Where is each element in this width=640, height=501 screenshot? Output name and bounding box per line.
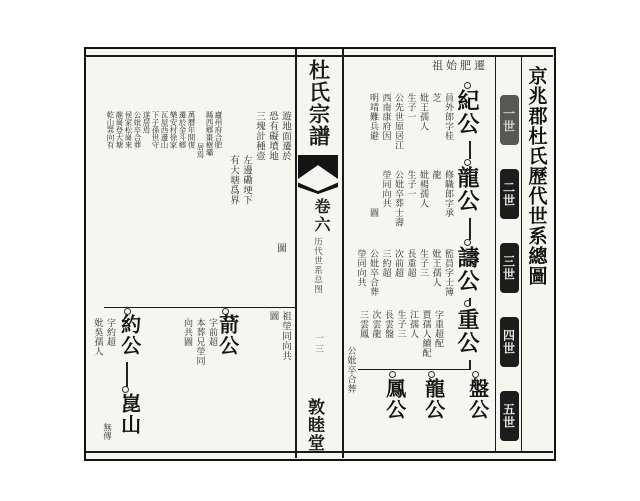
- annotation-column: 向共圖: [183, 318, 193, 347]
- annotation-column: 本葬兄塋同: [195, 318, 206, 366]
- note-column: 圖: [267, 311, 278, 321]
- annotation-column: 公先世原居江: [394, 93, 404, 150]
- annotation-column: 生子一: [406, 170, 417, 199]
- ancestor-name-gen1: 紀公: [454, 89, 480, 135]
- note-column: 廬州府合肥: [214, 111, 223, 149]
- generation-seal-column: [498, 95, 520, 441]
- left-note-block-left: [106, 111, 223, 251]
- book-scan-frame: [84, 47, 556, 461]
- annotation-column: 塋同向共: [381, 170, 392, 208]
- fishtail-ornament-icon: [298, 155, 338, 179]
- emphasis-circle-icon: [472, 371, 479, 378]
- note-column: 恐有礙墳地: [267, 111, 277, 161]
- annotation-column: 公妣卒合葬: [369, 249, 379, 297]
- qian-annotation-block: [180, 318, 218, 426]
- annotation-column: 江孺人: [409, 310, 419, 339]
- descendant-name-kunshan: 崑山: [117, 393, 140, 435]
- generation-seal: 三世: [500, 243, 519, 293]
- spine-left-rule: [295, 49, 297, 458]
- note-column: 樂安村徐家: [169, 111, 178, 149]
- map-reference-char: 圖: [275, 243, 285, 253]
- generation-seal: 一世: [500, 95, 519, 145]
- annotation-column: 塋同向共: [356, 249, 367, 287]
- descendant-name-feng: 鳳公: [382, 378, 405, 420]
- annotation-column: 公妣卒葬士壽: [394, 170, 404, 227]
- note-column: 遷於金斗鄉: [178, 111, 187, 149]
- note-column: 侯家松崗來: [124, 111, 133, 149]
- annotation-column: 三雲鳳: [359, 310, 369, 339]
- annotation-column: 三約超: [381, 249, 392, 278]
- annotation-column: 芝: [431, 93, 442, 103]
- annotation-column: 賈孺人續配: [421, 310, 432, 358]
- annotation-column: 妣楊孺人: [419, 170, 429, 208]
- annotation-column: 圖: [369, 208, 379, 218]
- page-number: 一三: [314, 333, 324, 355]
- annotation-column: 字重超配: [434, 310, 444, 348]
- lineage-connector: [469, 141, 471, 159]
- descendant-name-long: 龍公: [421, 378, 444, 420]
- annotation-column: 字前超: [208, 318, 218, 347]
- title-column-rule: [521, 55, 522, 451]
- ancestor-name-gen2: 龍公: [454, 166, 480, 212]
- annotation-column: 生子三: [419, 249, 429, 278]
- section-label: 历代世系总图: [313, 237, 324, 294]
- annotation-column: 公妣卒合葬: [346, 346, 357, 394]
- emphasis-circle-icon: [464, 300, 471, 307]
- note-column: 龍崗登大塘: [115, 111, 124, 149]
- yue-annotation-block: [88, 318, 116, 398]
- annotation-column: 龍: [431, 170, 442, 180]
- note-column: 左邊磡埂下: [241, 155, 251, 205]
- annotation-column: 長重超: [406, 249, 417, 278]
- book-spine-title: 杜氏宗譜: [306, 59, 331, 147]
- annotation-column: 明靖難兵避: [369, 93, 379, 141]
- gen4-annotation-block: [338, 310, 444, 442]
- no-descendants-note: 無傳: [102, 423, 113, 440]
- left-note-block-right: [224, 111, 290, 236]
- note-column: 下子孫世守: [151, 111, 160, 149]
- chart-header-first-migrant: 遷肥始祖: [432, 60, 488, 72]
- annotation-column: 字約超: [106, 318, 116, 347]
- annotation-column: 次雲龍: [371, 310, 382, 339]
- hall-name: 敦睦堂: [305, 398, 324, 452]
- sibling-branch-line: [104, 307, 295, 308]
- descendant-name-pan: 盤公: [465, 378, 488, 420]
- chart-margin-title: 京兆郡杜氏歷代世系總圖: [525, 66, 547, 286]
- note-column: 瓦屋西邊山: [160, 111, 169, 149]
- note-column: 遂居焉: [142, 111, 151, 134]
- emphasis-circle-icon: [464, 82, 471, 89]
- seal-column-rule: [495, 55, 496, 451]
- note-column: 萬曆年間復: [187, 111, 196, 149]
- emphasis-circle-icon: [122, 386, 129, 393]
- generation-seal: 二世: [500, 169, 519, 219]
- lineage-connector: [126, 362, 128, 387]
- note-column: 乾山巽向有: [106, 111, 115, 149]
- generation-seal: 五世: [500, 391, 519, 441]
- note-column: 居焉: [196, 143, 205, 158]
- generation-seal: 四世: [500, 317, 519, 367]
- emphasis-circle-icon: [464, 239, 471, 246]
- annotation-column: 妣王孺人: [431, 249, 442, 287]
- note-column: 公妣卒合葬: [133, 111, 142, 149]
- volume-label: 卷六: [312, 198, 329, 234]
- annotation-column: 妣王孺人: [419, 93, 429, 131]
- note-column: 三塊計種壹: [254, 111, 264, 161]
- annotation-column: 妣吳孺人: [93, 318, 104, 356]
- note-column: 遊地面遷於: [280, 111, 290, 161]
- note-column: 祖塋同向共: [280, 311, 290, 361]
- annotation-column: 修職郎字承: [444, 170, 454, 218]
- emphasis-circle-icon: [464, 159, 471, 166]
- annotation-column: 生子一: [406, 93, 417, 122]
- ancestor-name-gen3: 譸公: [454, 246, 480, 292]
- annotation-column: 西南康府因: [381, 93, 392, 141]
- fishtail-chevron-icon: [298, 181, 338, 194]
- annotation-column: 長雲盤: [384, 310, 394, 339]
- note-column: 縣西鄉棗樹壩: [205, 111, 214, 156]
- annotation-column: 監員字士簿: [444, 249, 454, 297]
- branch-name-yue: 約公: [117, 314, 140, 356]
- lineage-connector: [469, 218, 471, 240]
- annotation-column: 生子三: [396, 310, 407, 339]
- grave-note-block: [254, 311, 290, 381]
- annotation-column: 員外郎字桂: [444, 93, 454, 141]
- note-column: 有大塘爲界: [228, 155, 238, 205]
- branch-name-qian: 葥公: [215, 314, 238, 356]
- ancestor-name-gen4: 重公: [454, 308, 480, 354]
- annotation-column: 次前超: [394, 249, 404, 278]
